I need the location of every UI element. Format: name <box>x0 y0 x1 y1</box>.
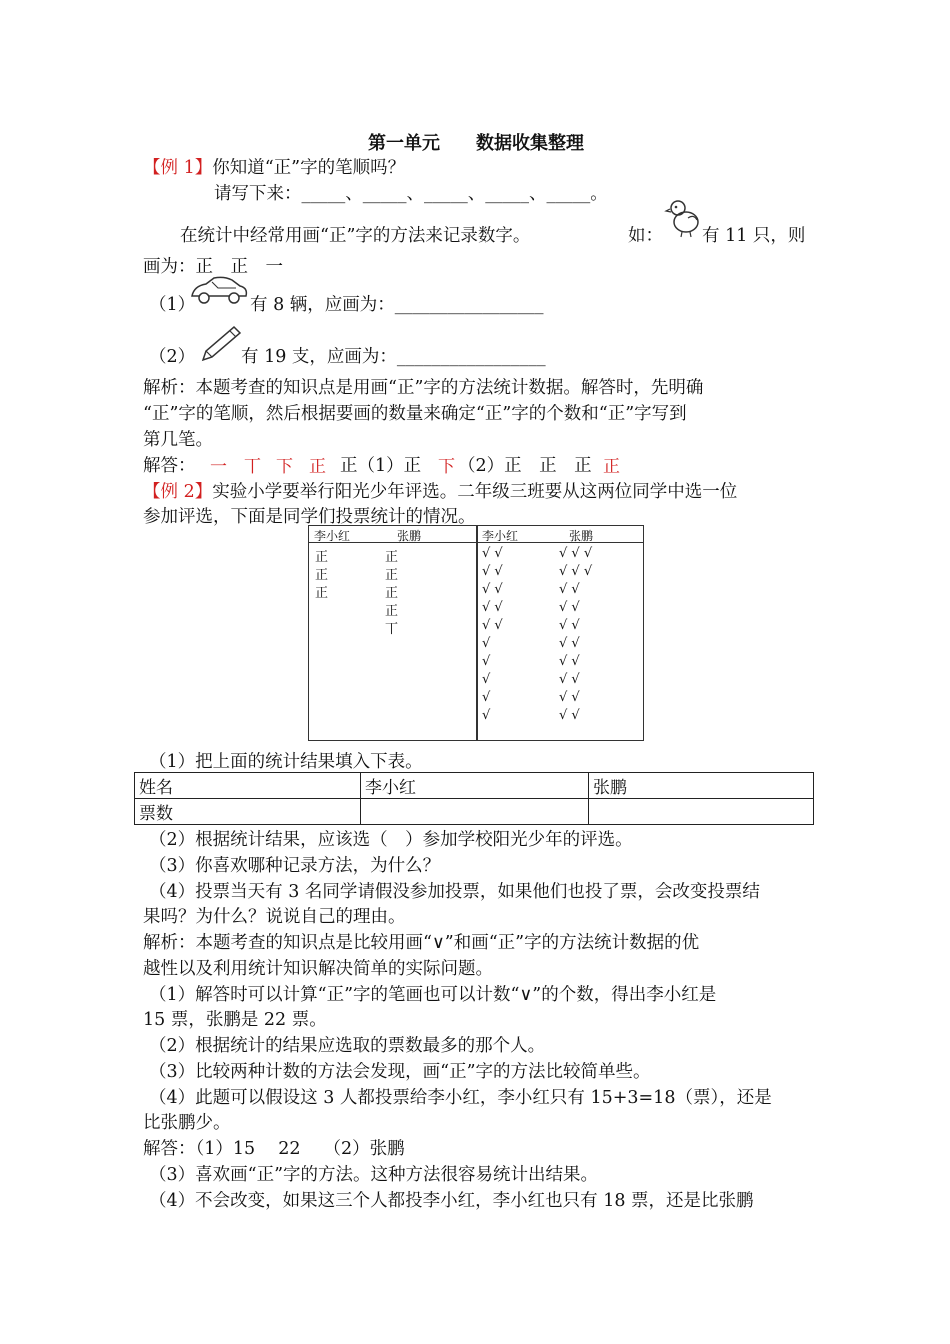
intro-count-text: 有 11 只，则 <box>702 226 806 246</box>
tally-box <box>308 525 644 741</box>
analysis-2-line-5: （2）根据统计的结果应选取的票数最多的那个人。 <box>149 1036 546 1056</box>
question-2: （2）根据统计结果，应该选（ ）参加学校阳光少年的评选。 <box>149 830 633 850</box>
tally-header-zhang-1: 张鹏 <box>397 529 422 543</box>
sub-question-1-number: （1） <box>149 295 196 315</box>
check-li-6: √ <box>482 636 491 651</box>
draw-example: 画为：正 正 一 <box>143 257 283 277</box>
tally-header-zhang-2: 张鹏 <box>569 529 594 543</box>
intro-text: 在统计中经常用画“正”字的方法来记录数字。 <box>180 226 531 246</box>
check-li-2: √ √ <box>482 564 503 579</box>
check-zhang-9: √ √ <box>559 690 580 705</box>
analysis-2-line-4: 15 票，张鹏是 22 票。 <box>143 1010 327 1030</box>
fill-question: （1）把上面的统计结果填入下表。 <box>149 752 423 772</box>
tally-li-zheng-3: 正 <box>315 586 329 601</box>
page-title: 第一单元 数据收集整理 <box>368 133 584 154</box>
check-zhang-1: √ √ √ <box>559 546 593 561</box>
sub-question-2-number: （2） <box>149 347 196 367</box>
tally-zhang-zheng-3: 正 <box>385 586 399 601</box>
check-li-5: √ √ <box>482 618 503 633</box>
answer-2-line-3: （4）不会改变，如果这三个人都投李小红，李小红也只有 18 票，还是比张鹏 <box>149 1191 754 1211</box>
check-zhang-10: √ √ <box>559 708 580 723</box>
stroke-2: 丅 <box>244 457 261 477</box>
analysis-line-1: 解析：本题考查的知识点是用画“正”字的方法统计数据。解答时，先明确 <box>143 378 704 398</box>
analysis-2-line-8: 比张鹏少。 <box>143 1113 231 1133</box>
check-li-9: √ <box>482 690 491 705</box>
table-row <box>135 773 814 799</box>
example-2-intro-2: 参加评选，下面是同学们投票统计的情况。 <box>143 507 476 527</box>
check-zhang-4: √ √ <box>559 600 580 615</box>
sub-question-2: 有 19 支，应画为：_________________ <box>241 347 546 367</box>
table-cell-zhang-votes[interactable] <box>589 799 814 825</box>
table-cell-zhang: 张鹏 <box>589 773 814 799</box>
check-li-7: √ <box>482 654 491 669</box>
answer-part-2: （2）正 正 正 <box>458 456 592 476</box>
check-li-1: √ √ <box>482 546 503 561</box>
check-zhang-2: √ √ √ <box>559 564 593 579</box>
table-cell-li: 李小红 <box>361 773 589 799</box>
tally-li-zheng-1: 正 <box>315 550 329 565</box>
analysis-2-line-7: （4）此题可以假设这 3 人都投票给李小红，李小红只有 15+3=18（票），还是 <box>149 1088 772 1108</box>
stroke-order-write-line: 请写下来：_____、_____、_____、_____、_____。 <box>214 184 608 204</box>
check-zhang-5: √ √ <box>559 618 580 633</box>
tally-zhang-zheng-1: 正 <box>385 550 399 565</box>
check-li-10: √ <box>482 708 491 723</box>
analysis-2-line-2: 越性以及利用统计知识解决简单的实际问题。 <box>143 959 493 979</box>
table-cell-li-votes[interactable] <box>361 799 589 825</box>
question-4-line-2: 果吗？为什么？说说自己的理由。 <box>143 907 406 927</box>
check-li-4: √ √ <box>482 600 503 615</box>
check-li-3: √ √ <box>482 582 503 597</box>
tally-zhang-zheng-2: 正 <box>385 568 399 583</box>
car-icon <box>188 274 250 308</box>
analysis-2-line-3: （1）解答时可以计算“正”字的笔画也可以计数“∨”的个数，得出李小红是 <box>149 985 717 1005</box>
check-zhang-7: √ √ <box>559 654 580 669</box>
stroke-5: 下 <box>438 457 455 477</box>
stroke-1: 一 <box>210 457 227 477</box>
tally-header-li-1: 李小红 <box>314 529 351 543</box>
example-1-question: 【例 1】你知道“正”字的笔顺吗？ <box>143 158 406 178</box>
chick-icon <box>664 196 704 238</box>
table-cell-name-label: 姓名 <box>135 773 361 799</box>
check-zhang-3: √ √ <box>559 582 580 597</box>
pen-icon <box>198 324 242 362</box>
answer-label: 解答： <box>143 456 196 476</box>
vote-result-table <box>134 772 814 825</box>
stroke-3: 下 <box>276 457 293 477</box>
table-cell-votes-label: 票数 <box>135 799 361 825</box>
analysis-2-line-6: （3）比较两种计数的方法会发现，画“正”字的方法比较简单些。 <box>149 1062 651 1082</box>
check-zhang-6: √ √ <box>559 636 580 651</box>
answer-part-1: 正（1）正 <box>340 456 422 476</box>
analysis-line-3: 第几笔。 <box>143 430 213 450</box>
stroke-4: 正 <box>309 457 326 477</box>
check-zhang-8: √ √ <box>559 672 580 687</box>
example-2-intro: 【例 2】实验小学要举行阳光少年评选。二年级三班要从这两位同学中选一位 <box>143 482 738 502</box>
question-4-line-1: （4）投票当天有 3 名同学请假没参加投票，如果他们也投了票，会改变投票结 <box>149 882 760 902</box>
analysis-2-line-1: 解析：本题考查的知识点是比较用画“∨”和画“正”字的方法统计数据的优 <box>143 933 700 953</box>
example-1-tag: 【例 1】 <box>143 158 213 178</box>
analysis-line-2: “正”字的笔顺，然后根据要画的数量来确定“正”字的个数和“正”字写到 <box>143 404 687 424</box>
sub-question-1: 有 8 辆，应画为：_________________ <box>250 295 544 315</box>
stroke-6: 正 <box>603 457 620 477</box>
tally-header-li-2: 李小红 <box>482 529 519 543</box>
answer-2-line-2: （3）喜欢画“正”字的方法。这种方法很容易统计出结果。 <box>149 1165 599 1185</box>
table-row <box>135 799 814 825</box>
check-li-8: √ <box>482 672 491 687</box>
question-3: （3）你喜欢哪种记录方法，为什么？ <box>149 856 441 876</box>
intro-example-label: 如： <box>628 226 663 246</box>
example-2-tag: 【例 2】 <box>143 482 213 502</box>
tally-li-zheng-2: 正 <box>315 568 329 583</box>
tally-zhang-zheng-4: 正 <box>385 604 399 619</box>
tally-zhang-zheng-5: 丅 <box>385 622 399 637</box>
answer-2-line-1: 解答：（1）15 22 （2）张鹏 <box>143 1139 405 1159</box>
